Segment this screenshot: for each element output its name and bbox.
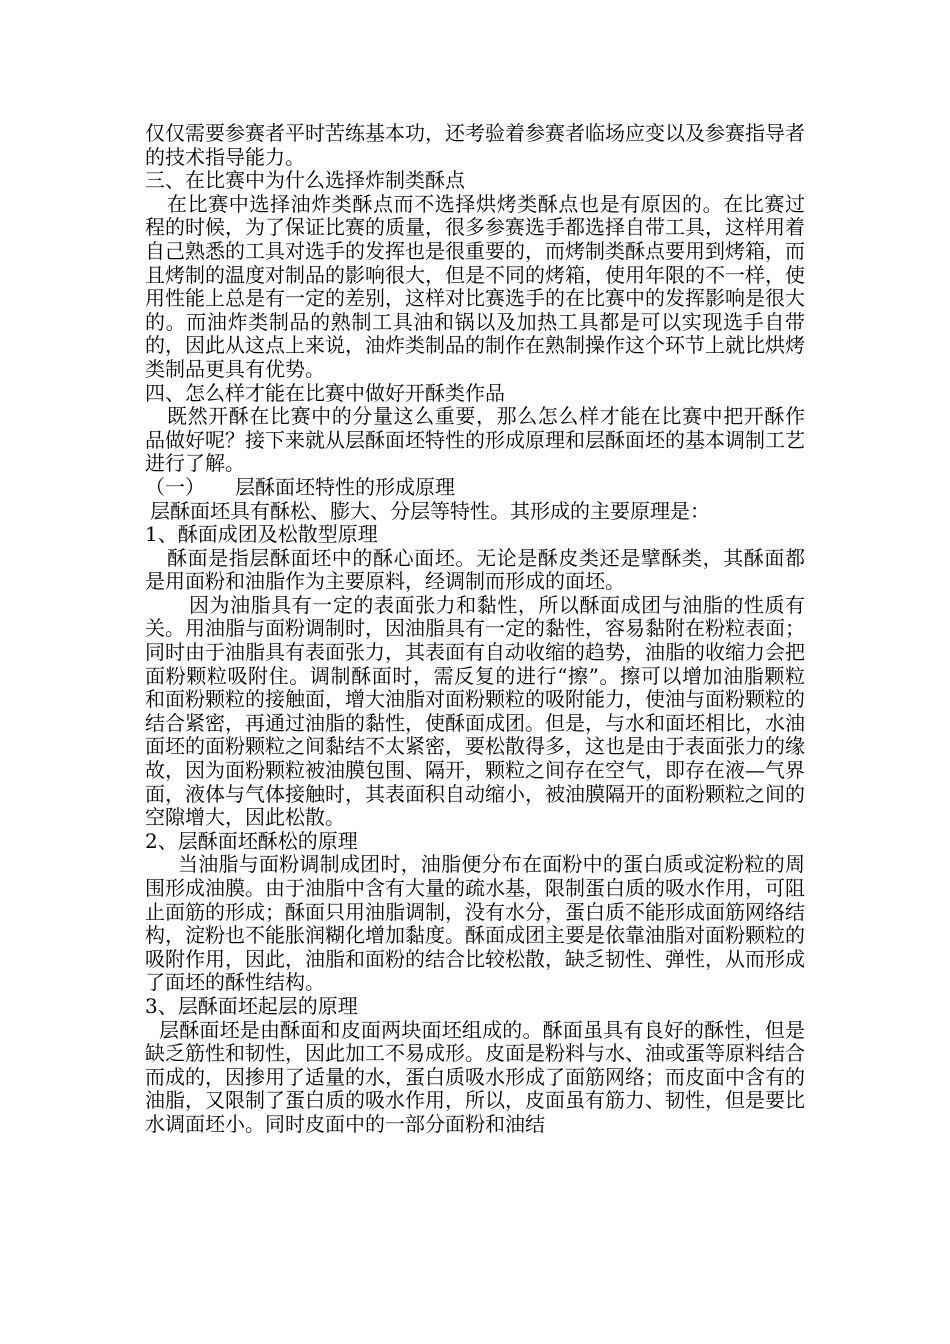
paragraph: 酥面是指层酥面坯中的酥心面坯。无论是酥皮类还是擘酥类，其酥面都是用面粉和油脂作为主要原料，经调制而形成的面坯。	[145, 545, 805, 594]
paragraph: 当油脂与面粉调制成团时，油脂便分布在面粉中的蛋白质或淀粉粒的周围形成油膜。由于油脂中含有大量的疏水基，限制蛋白质的吸水作用，可阻止面筋的形成；酥面只用油脂调制，没有水分，蛋白质不能形成面筋网络结构，淀粉也不能胀润糊化增加黏度。酥面成团主要是依靠油脂对面粉颗粒的吸附作用，因此，油脂和面粉的结合比较松散，缺乏韧性、弹性，从而形成了面坯的酥性结构。	[145, 852, 805, 995]
subsection-heading-1: （一） 层酥面坯特性的形成原理	[145, 474, 455, 499]
section-heading-3: 三、在比赛中为什么选择炸制类酥点	[145, 168, 465, 193]
paragraph-continuation: 仅仅需要参赛者平时苦练基本功，还考验着参赛者临场应变以及参赛指导者的技术指导能力。	[145, 121, 805, 169]
paragraph: 因为油脂具有一定的表面张力和黏性，所以酥面成团与油脂的性质有关。用油脂与面粉调制时，因油脂具有一定的黏性，容易黏附在粉粒表面；同时由于油脂具有表面张力，其表面有自动收缩的趋势，油脂的收缩力会把面粉颗粒吸附住。调制酥面时，需反复的进行“擦”。擦可以增加油脂颗粒和面粉颗粒的接触面，增大油脂对面粉颗粒的吸附能力，使油与面粉颗粒的结合紧密，再通过油脂的黏性，使酥面成团。但是，与水和面坯相比，水油面坯的面粉颗粒之间黏结不太紧密，要松散得多，这也是由于表面张力的缘故，因为面粉颗粒被油膜包围、隔开，颗粒之间存在空气，即存在液—气界面，液体与气体接触时，其表面积自动缩小，被油膜隔开的面粉颗粒之间的空隙增大，因此松散。	[145, 592, 805, 830]
point-heading-3: 3、层酥面坯起层的原理	[145, 993, 358, 1018]
document-body	[145, 122, 805, 1137]
section-heading-4: 四、怎么样才能在比赛中做好开酥类作品	[145, 380, 505, 405]
point-heading-1: 1、酥面成团及松散型原理	[145, 522, 378, 547]
paragraph: 在比赛中选择油炸类酥点而不选择烘烤类酥点也是有原因的。在比赛过程的时候，为了保证比赛的质量，很多参赛选手都选择自带工具，这样用着自己熟悉的工具对选手的发挥也是很重要的，而烤制类酥点要用到烤箱，而且烤制的温度对制品的影响很大，但是不同的烤箱，使用年限的不一样，使用性能上总是有一定的差别，这样对比赛选手的在比赛中的发挥影响是很大的。而油炸类制品的熟制工具油和锅以及加热工具都是可以实现选手自带的，因此从这点上来说，油炸类制品的制作在熟制操作这个环节上就比烘烤类制品更具有优势。	[145, 191, 805, 381]
paragraph: 层酥面坯是由酥面和皮面两块面坯组成的。酥面虽具有良好的酥性，但是缺乏筋性和韧性，因此加工不易成形。皮面是粉料与水、油或蛋等原料结合而成的，因掺用了适量的水，蛋白质吸水形成了面筋网络；而皮面中含有的油脂，又限制了蛋白质的吸水作用，所以，皮面虽有筋力、韧性，但是要比水调面坯小。同时皮面中的一部分面粉和油结	[145, 1017, 805, 1136]
paragraph: 层酥面坯具有酥松、膨大、分层等特性。其形成的主要原理是：	[150, 498, 710, 523]
point-heading-2: 2、层酥面坯酥松的原理	[145, 828, 358, 853]
paragraph: 既然开酥在比赛中的分量这么重要，那么怎么样才能在比赛中把开酥作品做好呢？接下来就从层酥面坯特性的形成原理和层酥面坯的基本调制工艺进行了解。	[145, 404, 805, 476]
